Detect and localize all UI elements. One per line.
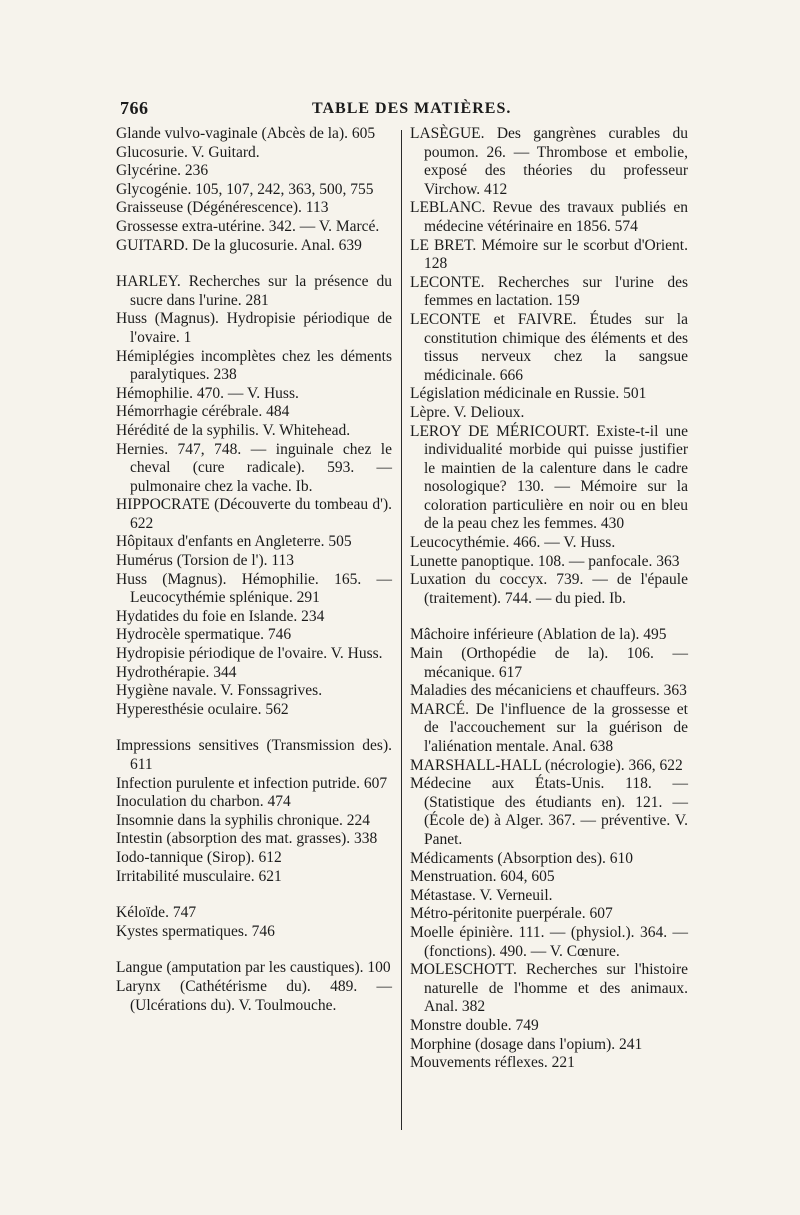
index-entry: Graisseuse (Dégénérescence). 113	[116, 199, 329, 217]
index-entry: Hydrothérapie. 344	[116, 663, 237, 681]
index-entry: Hydropisie périodique de l'ovaire. V. Huss.	[116, 645, 383, 663]
index-entry: LEBLANC. Revue des travaux publiés en médecine vétérinaire en 1856. 574	[410, 199, 688, 235]
page-header	[112, 96, 688, 124]
index-entry: Glande vulvo-vaginale (Abcès de la). 605	[116, 125, 376, 142]
index-column-right	[410, 125, 688, 1073]
index-column-left	[116, 125, 392, 1015]
index-entry: Hydrocèle spermatique. 746	[116, 626, 292, 644]
index-entry: MARSHALL-HALL (nécrologie). 366, 622	[410, 756, 683, 774]
index-entry: Métro-péritonite puerpérale. 607	[410, 905, 613, 923]
index-entry: Mouvements réflexes. 221	[410, 1054, 575, 1072]
index-entry: Larynx (Cathétérisme du). 489. — (Ulcérations du). V. Toulmouche.	[116, 977, 392, 1014]
section-gap	[116, 255, 392, 273]
index-entry: Menstruation. 604, 605	[410, 868, 555, 886]
index-entry: Infection purulente et infection putride. 607	[116, 774, 388, 792]
index-entry: Kéloïde. 747	[116, 904, 197, 922]
index-entry: LEROY DE MÉRICOURT. Existe-t-il une individualité morbide qui puisse justifier le maintien de la calenture dans le cadre nosologique? 130. — Mémoire sur la coloration particulière en noir ou en bleu de la peau chez les femmes. 430	[410, 422, 688, 533]
index-entry: Morphine (dosage dans l'opium). 241	[410, 1035, 643, 1053]
index-entry: Hyperesthésie oculaire. 562	[116, 700, 289, 718]
index-entry: Leucocythémie. 466. — V. Huss.	[410, 534, 616, 552]
index-entry: Mâchoire inférieure (Ablation de la). 495	[410, 626, 667, 644]
index-entry: Hernies. 747, 748. — inguinale chez le cheval (cure radicale). 593. — pulmonaire chez la vache. Ib.	[116, 440, 392, 495]
index-entry: Intestin (absorption des mat. grasses). 338	[116, 830, 378, 848]
section-gap	[116, 886, 392, 904]
index-entry: Huss (Magnus). Hydropisie périodique de l'ovaire. 1	[116, 310, 392, 346]
index-entry: Moelle épinière. 111. — (physiol.). 364. — (fonctions). 490. — V. Cœnure.	[410, 923, 688, 960]
index-entry: MOLESCHOTT. Recherches sur l'histoire naturelle de l'homme et des animaux. Anal. 382	[410, 961, 688, 1016]
index-entry: Irritabilité musculaire. 621	[116, 867, 282, 885]
index-entry: Glycérine. 236	[116, 162, 209, 180]
index-entry: Lèpre. V. Delioux.	[410, 403, 525, 421]
index-entry: LECONTE. Recherches sur l'urine des femmes en lactation. 159	[410, 273, 688, 310]
index-entry: MARCÉ. De l'influence de la grossesse et de l'accouchement sur la guérison de l'aliénation mentale. Anal. 638	[410, 700, 688, 755]
index-entry: HARLEY. Recherches sur la présence du sucre dans l'urine. 281	[116, 273, 392, 309]
index-entry: Impressions sensitives (Transmission des). 611	[116, 737, 392, 773]
index-entry: Kystes spermatiques. 746	[116, 922, 275, 940]
index-entry: Grossesse extra-utérine. 342. — V. Marcé.	[116, 217, 380, 235]
index-entry: Hémiplégies incomplètes chez les déments paralytiques. 238	[116, 347, 392, 384]
index-entry: LE BRET. Mémoire sur le scorbut d'Orient. 128	[410, 236, 688, 273]
index-entry: Hydatides du foie en Islande. 234	[116, 607, 325, 625]
index-entry: LECONTE et FAIVRE. Études sur la constitution chimique des éléments et des tissus nerveux chez la sangsue médicinale. 666	[410, 310, 688, 384]
index-entry: GUITARD. De la glucosurie. Anal. 639	[116, 236, 362, 254]
index-entry: Huss (Magnus). Hémophilie. 165. — Leucocythémie splénique. 291	[116, 570, 392, 607]
index-entry: Hygiène navale. V. Fonssagrives.	[116, 682, 323, 700]
page-number: 766	[120, 98, 149, 118]
index-entry: Luxation du coccyx. 739. — de l'épaule (traitement). 744. — du pied. Ib.	[410, 571, 688, 607]
index-entry: Glycogénie. 105, 107, 242, 363, 500, 755	[116, 180, 374, 198]
index-entry: Législation médicinale en Russie. 501	[410, 385, 647, 403]
index-entry: Lunette panoptique. 108. — panfocale. 363	[410, 552, 680, 570]
column-divider	[401, 130, 402, 1130]
index-entry: Médicaments (Absorption des). 610	[410, 849, 633, 867]
running-title: TABLE DES MATIÈRES.	[312, 100, 512, 117]
index-entry: Hémophilie. 470. — V. Huss.	[116, 384, 299, 402]
index-entry: Glucosurie. V. Guitard.	[116, 143, 260, 161]
index-entry: Inoculation du charbon. 474	[116, 793, 291, 811]
index-entry: Iodo-tannique (Sirop). 612	[116, 848, 282, 866]
index-entry: HIPPOCRATE (Découverte du tombeau d'). 622	[116, 496, 392, 532]
index-entry: Médecine aux États-Unis. 118. — (Statistique des étudiants en). 121. — (École de) à Alger. 367. — préventive. V. Panet.	[410, 775, 688, 848]
index-entry: Insomnie dans la syphilis chronique. 224	[116, 811, 370, 829]
index-entry: Métastase. V. Verneuil.	[410, 886, 553, 904]
section-gap	[116, 719, 392, 737]
index-entry: Hôpitaux d'enfants en Angleterre. 505	[116, 533, 352, 551]
section-gap	[410, 608, 688, 626]
index-entry: Maladies des mécaniciens et chauffeurs. 363	[410, 682, 687, 700]
index-entry: Humérus (Torsion de l'). 113	[116, 552, 295, 570]
index-entry: Monstre double. 749	[410, 1016, 539, 1034]
index-entry: Hémorrhagie cérébrale. 484	[116, 403, 290, 421]
index-entry: LASÈGUE. Des gangrènes curables du poumon. 26. — Thrombose et embolie, exposé des théories du professeur Virchow. 412	[410, 125, 688, 198]
section-gap	[116, 941, 392, 959]
index-entry: Langue (amputation par les caustiques). 100	[116, 959, 391, 977]
index-entry: Main (Orthopédie de la). 106. — mécanique. 617	[410, 645, 688, 681]
index-entry: Hérédité de la syphilis. V. Whitehead.	[116, 421, 351, 439]
